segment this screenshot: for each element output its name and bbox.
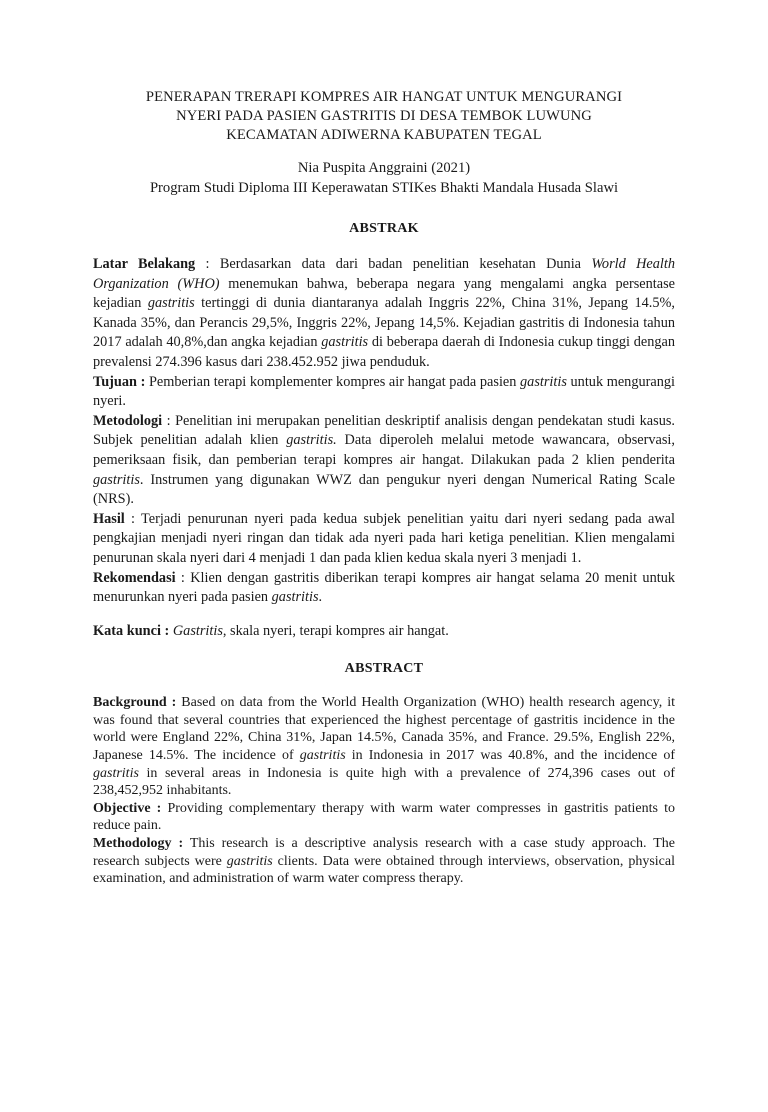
abstract-heading: ABSTRACT	[344, 661, 424, 677]
tujuan-paragraph: Tujuan : Pemberian terapi komplementer kompres air hangat pada pasien gastritis untuk mengurangi nyeri.	[93, 373, 675, 410]
metodologi-label: Metodologi	[93, 412, 163, 429]
abstract-body	[93, 694, 675, 888]
objective-paragraph: Objective : Providing complementary therapy with warm water compresses in gastritis patients to reduce pain.	[93, 800, 675, 834]
title-line-1: PENERAPAN TRERAPI KOMPRES AIR HANGAT UNTUK MENGURANGI	[145, 89, 623, 105]
author-block	[93, 158, 675, 198]
methodology-paragraph: Methodology : This research is a descriptive analysis research with a case study approach. The research subjects were gastritis clients. Data were obtained through interviews, observation, physical examination, and administration of warm water compress therapy.	[93, 836, 675, 887]
latar-belakang-label: Latar Belakang	[93, 256, 196, 272]
author-affiliation: Program Studi Diploma III Keperawatan STIKes Bhakti Mandala Husada Slawi	[149, 180, 619, 196]
background-label: Background :	[93, 695, 177, 711]
abstrak-heading: ABSTRAK	[349, 221, 419, 236]
objective-label: Objective :	[93, 800, 162, 816]
author-name: Nia Puspita Anggraini (2021)	[297, 160, 471, 176]
tujuan-label: Tujuan :	[93, 373, 146, 390]
title-line-2: NYERI PADA PASIEN GASTRITIS DI DESA TEMBOK LUWUNG	[176, 108, 592, 124]
title-line-3: KECAMATAN ADIWERNA KABUPATEN TEGAL	[226, 127, 542, 143]
background-paragraph: Background : Based on data from the World Health Organization (WHO) health research agency, it was found that several countries that experienced the highest percentage of gastritis incidence in the world were England 22%, China 31%, Japan 14.5%, Canada 35%, and France. 29.5%, English 22%, Japanese 14.5%. The incidence of gastritis in Indonesia in 2017 was 40.8%, and the incidence of gastritis in several areas in Indonesia is quite high with a prevalence of 274,396 cases out of 238,452,952 inhabitants.	[93, 695, 675, 799]
spacer	[93, 608, 675, 622]
kata-kunci-paragraph: Kata kunci : Gastritis, skala nyeri, terapi kompres air hangat.	[93, 622, 449, 639]
latar-belakang-paragraph: Latar Belakang : Berdasarkan data dari badan penelitian kesehatan Dunia World Health Organization (WHO) menemukan bahwa, beberapa negara yang mengalami angka persentase kejadian gastritis tertinggi di dunia diantaranya adalah Inggris 22%, China 31%, Jepang 14.5%, Kanada 35%, dan Perancis 29,5%, Inggris 22%, Jepang 14,5%. Kejadian gastritis di Indonesia tahun 2017 adalah 40,8%,dan angka kejadian gastritis di beberapa daerah di Indonesia cukup tinggi dengan prevalensi 274.396 kasus dari 238.452.952 jiwa penduduk.	[93, 256, 676, 370]
document-page	[0, 88, 768, 1112]
hasil-paragraph: Hasil : Terjadi penurunan nyeri pada kedua subjek penelitian yaitu dari nyeri sedang pada awal pengkajian menjadi nyeri ringan dan tidak ada nyeri pada hari ketiga penelitian. Klien mengalami penurunan skala nyeri dari 4 menjadi 1 dan pada klien kedua skala nyeri 3 menjadi 1.	[93, 510, 675, 566]
paper-title	[93, 88, 675, 145]
methodology-label: Methodology :	[93, 836, 184, 852]
kata-kunci-label: Kata kunci :	[93, 622, 170, 639]
metodologi-paragraph: Metodologi : Penelitian ini merupakan penelitian deskriptif analisis dengan pendekatan studi kasus. Subjek penelitian adalah klien gastritis. Data diperoleh melalui metode wawancara, observasi, pemeriksaan fisik, dan pemberian terapi kompres air hangat. Dilakukan pada 2 klien penderita gastritis. Instrumen yang digunakan WWZ dan pengukur nyeri dengan Numerical Rating Scale (NRS).	[93, 412, 675, 508]
rekomendasi-paragraph: Rekomendasi : Klien dengan gastritis diberikan terapi kompres air hangat selama 20 menit untuk menurunkan nyeri pada pasien gastritis.	[93, 569, 675, 606]
abstrak-body	[93, 255, 675, 641]
hasil-label: Hasil	[93, 510, 125, 527]
rekomendasi-label: Rekomendasi	[93, 569, 176, 586]
